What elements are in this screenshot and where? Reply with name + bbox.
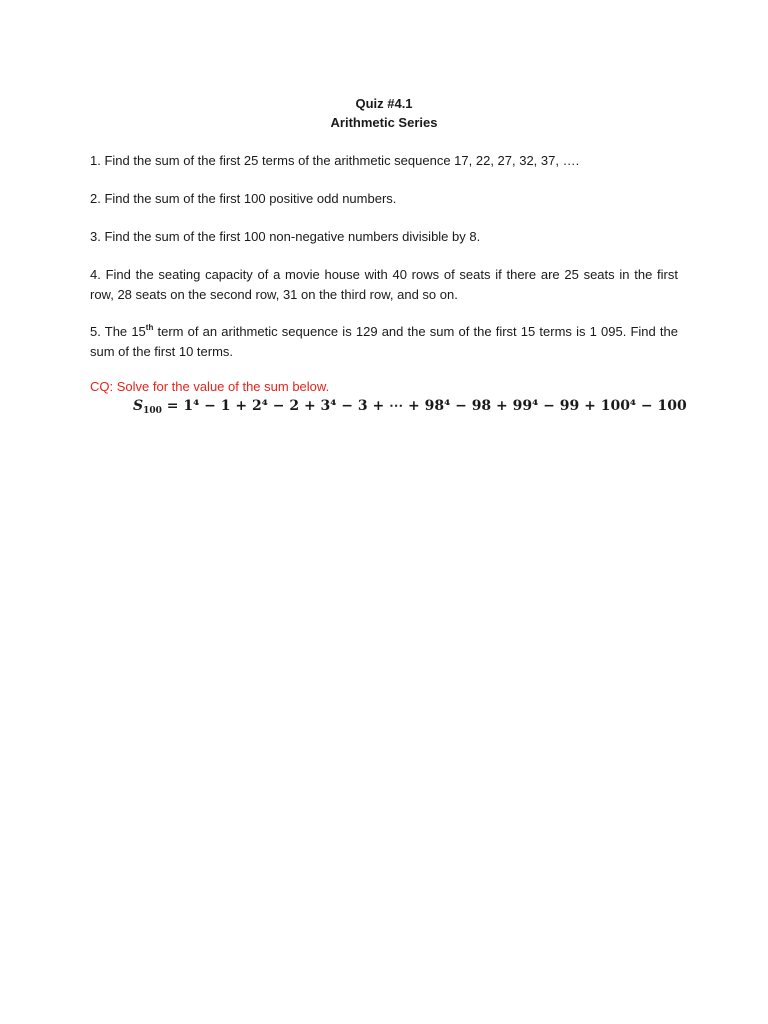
- formula-rhs: 1⁴ − 1 + 2⁴ − 2 + 3⁴ − 3 + ⋯ + 98⁴ − 98 + 99⁴ − 99 + 100⁴ − 100: [183, 398, 687, 414]
- question-5-ordinal-superscript: th: [145, 323, 154, 332]
- quiz-subtitle: Arithmetic Series: [330, 115, 438, 130]
- question-5-rest: term of an arithmetic sequence is 129 and the sum of the first 15 terms is 1 095. Find the sum of the first 10 terms.: [90, 324, 678, 359]
- formula-subscript: 100: [143, 406, 162, 416]
- question-4: 4. Find the seating capacity of a movie house with 40 rows of seats if there are 25 seats in the first row, 28 seats on the second row, 31 on the third row, and so on.: [90, 267, 678, 302]
- formula-equals: =: [161, 398, 184, 414]
- challenge-formula: [133, 395, 687, 417]
- quiz-title: Quiz #4.1: [355, 96, 413, 111]
- formula-lhs: [133, 398, 162, 414]
- quiz-header: [0, 94, 768, 132]
- formula-symbol: S: [133, 398, 144, 414]
- question-3: 3. Find the sum of the first 100 non-negative numbers divisible by 8.: [90, 229, 481, 244]
- question-5: [90, 322, 678, 361]
- question-1: 1. Find the sum of the first 25 terms of the arithmetic sequence 17, 22, 27, 32, 37, ….: [90, 153, 580, 168]
- question-2: 2. Find the sum of the first 100 positive odd numbers.: [90, 191, 397, 206]
- challenge-question-label: CQ: Solve for the value of the sum below.: [90, 379, 330, 394]
- question-5-start: 5. The 15: [90, 324, 146, 339]
